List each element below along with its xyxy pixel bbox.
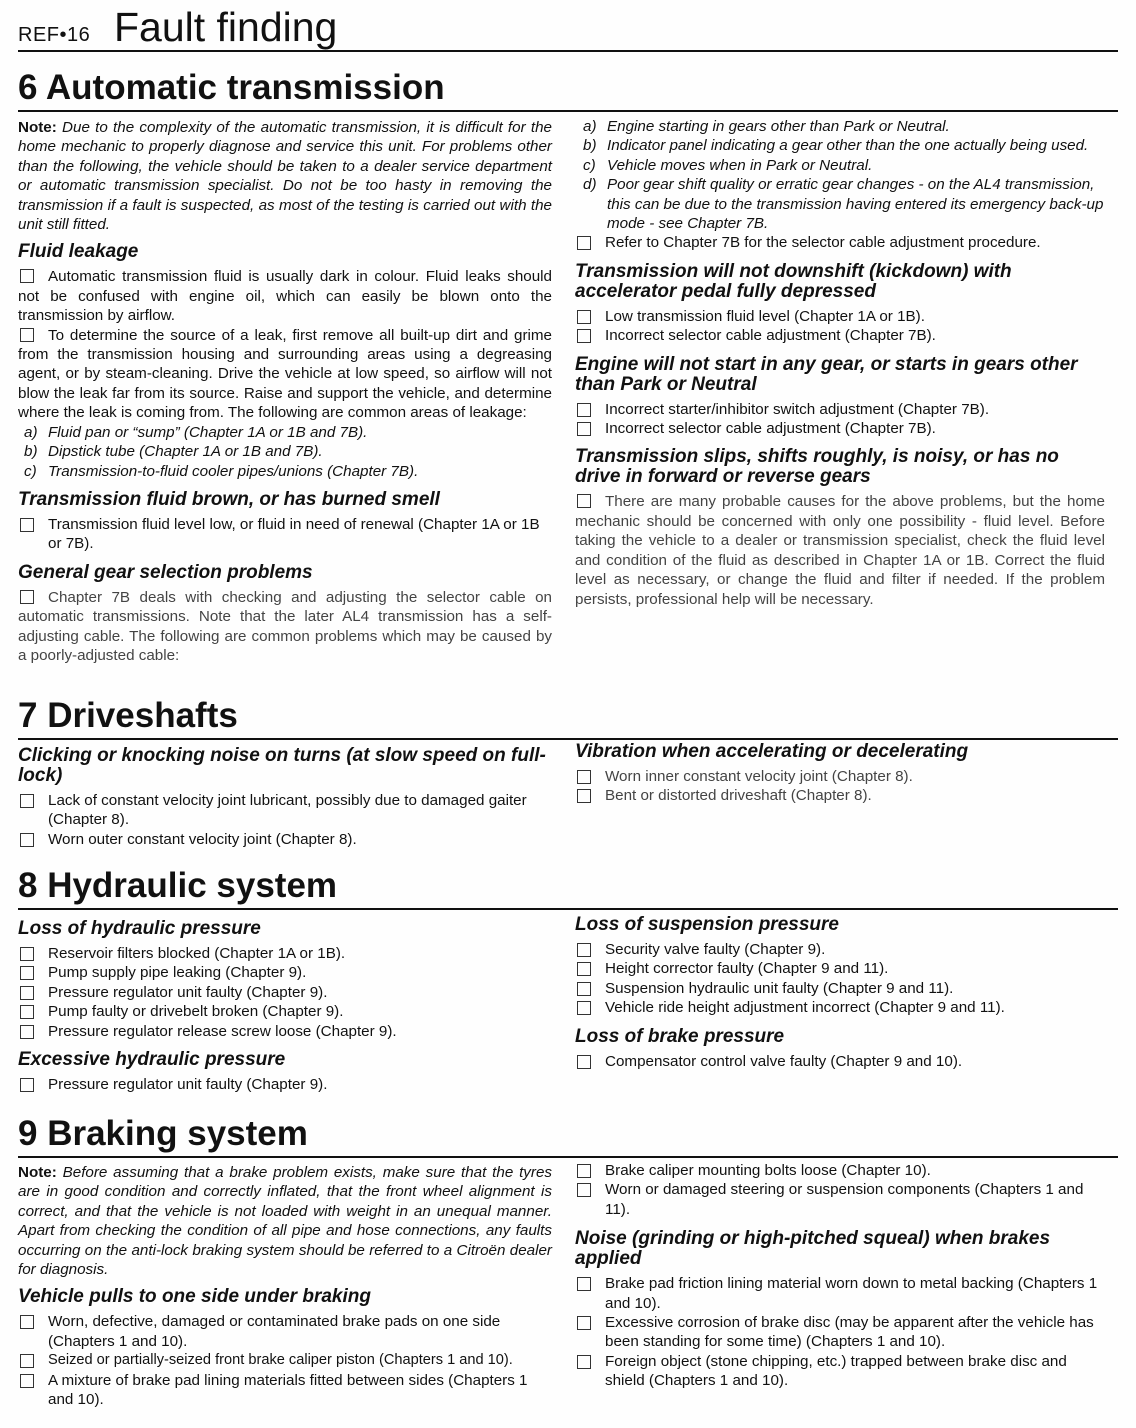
checklist-item: Reservoir filters blocked (Chapter 1A or 1B). (18, 944, 552, 963)
heading-no-start: Engine will not start in any gear, or starts in gears other than Park or Neutral (575, 353, 1078, 395)
page-header (18, 4, 1118, 52)
page-title: Fault finding (114, 4, 338, 50)
checklist-item: Vehicle ride height adjustment incorrect (Chapter 9 and 11). (575, 998, 1105, 1017)
checkbox[interactable] (577, 403, 591, 417)
s9-right-column (575, 1161, 1105, 1391)
paragraph: There are many probable causes for the above problems, but the home mechanic should be concerned with only one possibility - fluid level. Before taking the vehicle to a dealer or transmission specialist, check the fluid level and condition of the fluid as described in Chapter 1A or 1B. Correct the fluid level as necessary, or change the fluid and filter if needed. If the problem persists, professional help will be necessary. (575, 493, 1105, 608)
section-title-driveshafts: 7 Driveshafts (18, 696, 1118, 740)
list-item: a) Fluid pan or “sump” (Chapter 1A or 1B and 7B). (24, 423, 368, 441)
gear-selection-list (575, 117, 1105, 233)
checkbox[interactable] (20, 1005, 34, 1019)
checkbox[interactable] (577, 943, 591, 957)
heading-fluid-leakage: Fluid leakage (18, 241, 139, 263)
checklist-item: Brake pad friction lining material worn down to metal backing (Chapters 1 and 10). (575, 1274, 1105, 1313)
paragraph: Automatic transmission fluid is usually dark in colour. Fluid leaks should not be confused with engine oil, which can easily be blown onto the transmission by airflow. (18, 268, 552, 325)
checklist-item: Worn inner constant velocity joint (Chapter 8). (575, 767, 1105, 786)
checklist-item: Transmission fluid level low, or fluid in need of renewal (Chapter 1A or 1B or 7B). (18, 515, 552, 554)
checkbox[interactable] (577, 1183, 591, 1197)
checkbox[interactable] (577, 1164, 591, 1178)
checkbox[interactable] (577, 962, 591, 976)
checklist-item: Pressure regulator unit faulty (Chapter 9). (18, 1075, 552, 1094)
paragraph: Chapter 7B deals with checking and adjusting the selector cable on automatic transmissions. Note that the later AL4 transmission has a self-adjusting cable. The following are common problems which may be caused by a poorly-adjusted cable: (18, 588, 552, 664)
checklist-item: Worn, defective, damaged or contaminated brake pads on one side (Chapters 1 and 10). (18, 1312, 552, 1351)
heading-pulls: Vehicle pulls to one side under braking (18, 1286, 371, 1308)
checkbox[interactable] (577, 1001, 591, 1015)
checklist-item: Security valve faulty (Chapter 9). (575, 940, 1105, 959)
checkbox[interactable] (20, 1354, 34, 1368)
checklist-item: Worn outer constant velocity joint (Chapter 8). (18, 830, 552, 849)
s7-right-column (575, 738, 1105, 806)
checkbox[interactable] (20, 966, 34, 980)
section-title-braking-system: 9 Braking system (18, 1114, 1118, 1158)
heading-loss-hydraulic: Loss of hydraulic pressure (18, 918, 261, 939)
checklist-item: Pressure regulator release screw loose (Chapter 9). (18, 1022, 552, 1041)
checklist-item: Foreign object (stone chipping, etc.) trapped between brake disc and shield (Chapters 1 and 10). (575, 1352, 1105, 1391)
paragraph: To determine the source of a leak, first remove all built-up dirt and grime from the transmission housing and surrounding areas using a degreasing agent, or by steam-cleaning. Drive the vehicle at low speed, so airflow will not blow the leak far from its source. Raise and support the vehicle, and determine where the leak is coming from. The following are common areas of leakage: (18, 326, 552, 422)
checkbox[interactable] (577, 422, 591, 436)
list-item: d) Poor gear shift quality or erratic gear changes - on the AL4 transmission, this can be due to the transmission having entered its emergency back-up mode - see Chapter 7B. (583, 176, 1104, 233)
checkbox[interactable] (577, 1355, 591, 1369)
note-text: Due to the complexity of the automatic transmission, it is difficult for the home mechanic to properly diagnose and service this unit. For problems other than the following, the vehicle should be taken to a dealer service department or automatic transmission specialist. Do not be too hasty in removing the transmission if a fault is suspected, as most of the testing is carried out with the unit still fitted. (18, 119, 552, 234)
list-item: b) Dipstick tube (Chapter 1A or 1B and 7B). (24, 443, 323, 461)
heading-brown-fluid: Transmission fluid brown, or has burned smell (18, 488, 440, 510)
checkbox[interactable] (20, 269, 34, 283)
heading-clicking: Clicking or knocking noise on turns (at slow speed on full-lock) (18, 745, 546, 786)
checklist-item: A mixture of brake pad lining materials fitted between sides (Chapters 1 and 10). (18, 1371, 552, 1410)
checkbox[interactable] (20, 518, 34, 532)
checklist-item: Excessive corrosion of brake disc (may be apparent after the vehicle has been standing for some time) (Chapters 1 and 10). (575, 1313, 1105, 1352)
list-item: c) Vehicle moves when in Park or Neutral. (583, 156, 873, 174)
checklist-item: Refer to Chapter 7B for the selector cable adjustment procedure. (575, 233, 1105, 252)
checkbox[interactable] (20, 328, 34, 342)
checkbox[interactable] (577, 1316, 591, 1330)
checklist-item: Incorrect selector cable adjustment (Chapter 7B). (575, 419, 1105, 438)
checkbox[interactable] (20, 1078, 34, 1092)
heading-loss-brake: Loss of brake pressure (575, 1025, 785, 1047)
checkbox[interactable] (20, 794, 34, 808)
checkbox[interactable] (577, 770, 591, 784)
checklist-item: Incorrect starter/inhibitor switch adjustment (Chapter 7B). (575, 400, 1105, 419)
s6-right-column (575, 117, 1105, 609)
heading-loss-suspension: Loss of suspension pressure (575, 914, 839, 935)
checklist-item: Suspension hydraulic unit faulty (Chapter 9 and 11). (575, 979, 1105, 998)
note-label: Note: (18, 1164, 57, 1181)
heading-noise: Noise (grinding or high-pitched squeal) when brakes applied (575, 1228, 1051, 1270)
checkbox[interactable] (577, 789, 591, 803)
s6-left-column (18, 118, 552, 664)
section-title-automatic-transmission: 6 Automatic transmission (18, 68, 1118, 112)
s8-right-column (575, 911, 1105, 1071)
checkbox[interactable] (577, 310, 591, 324)
list-item: c) Transmission-to-fluid cooler pipes/unions (Chapter 7B). (24, 462, 419, 480)
section-title-hydraulic-system: 8 Hydraulic system (18, 866, 1118, 910)
note-text: Before assuming that a brake problem exists, make sure that the tyres are in good condition and correctly inflated, that the front wheel alignment is correct, and that the vehicle is not loaded with weight in an unequal manner. Apart from checking the condition of all pipe and hose connections, any faults occurring on the anti-lock braking system should be referred to a Citroën dealer for diagnosis. (18, 1164, 552, 1279)
checkbox[interactable] (577, 494, 591, 508)
checklist-item: Height corrector faulty (Chapter 9 and 11). (575, 959, 1105, 978)
list-item: b) Indicator panel indicating a gear other than the one actually being used. (583, 137, 1089, 155)
checklist-item: Pressure regulator unit faulty (Chapter 9). (18, 983, 552, 1002)
list-item: a) Engine starting in gears other than Park or Neutral. (583, 118, 950, 135)
note-label: Note: (18, 119, 57, 136)
checkbox[interactable] (577, 329, 591, 343)
checklist-item: Pump faulty or drivebelt broken (Chapter 9). (18, 1002, 552, 1021)
heading-gear-selection: General gear selection problems (18, 561, 313, 583)
heading-excessive: Excessive hydraulic pressure (18, 1049, 286, 1071)
checkbox[interactable] (577, 982, 591, 996)
page-reference: REF•16 (18, 24, 91, 46)
checklist-item: Pump supply pipe leaking (Chapter 9). (18, 963, 552, 982)
checkbox[interactable] (20, 986, 34, 1000)
checklist-item: Brake caliper mounting bolts loose (Chapter 10). (575, 1161, 1105, 1180)
checklist-item: Compensator control valve faulty (Chapter 9 and 10). (575, 1052, 1105, 1071)
checkbox[interactable] (577, 1055, 591, 1069)
checkbox[interactable] (20, 833, 34, 847)
checklist-item: Low transmission fluid level (Chapter 1A or 1B). (575, 307, 1105, 326)
checkbox[interactable] (20, 1025, 34, 1039)
note (18, 118, 552, 234)
checklist-item: Incorrect selector cable adjustment (Chapter 7B). (575, 326, 1105, 345)
s7-left-column (18, 742, 552, 849)
leakage-list (18, 423, 552, 481)
s9-left-column (18, 1163, 552, 1409)
heading-vibration: Vibration when accelerating or decelerating (575, 741, 969, 762)
s8-left-column (18, 915, 552, 1094)
checkbox[interactable] (577, 236, 591, 250)
checklist-item: Bent or distorted driveshaft (Chapter 8). (575, 786, 1105, 805)
checkbox[interactable] (20, 1315, 34, 1329)
checkbox[interactable] (577, 1277, 591, 1291)
checklist-item: Seized or partially-seized front brake caliper piston (Chapters 1 and 10). (18, 1351, 552, 1370)
checkbox[interactable] (20, 947, 34, 961)
note (18, 1163, 552, 1279)
checkbox[interactable] (20, 1374, 34, 1388)
checkbox[interactable] (20, 590, 34, 604)
heading-slips: Transmission slips, shifts roughly, is noisy, or has no drive in forward or reverse gears (575, 446, 1059, 488)
checklist-item: Lack of constant velocity joint lubricant, possibly due to damaged gaiter (Chapter 8). (18, 791, 552, 830)
heading-kickdown: Transmission will not downshift (kickdown) with accelerator pedal fully depressed (575, 260, 1012, 302)
checklist-item: Worn or damaged steering or suspension components (Chapters 1 and 11). (575, 1180, 1105, 1219)
